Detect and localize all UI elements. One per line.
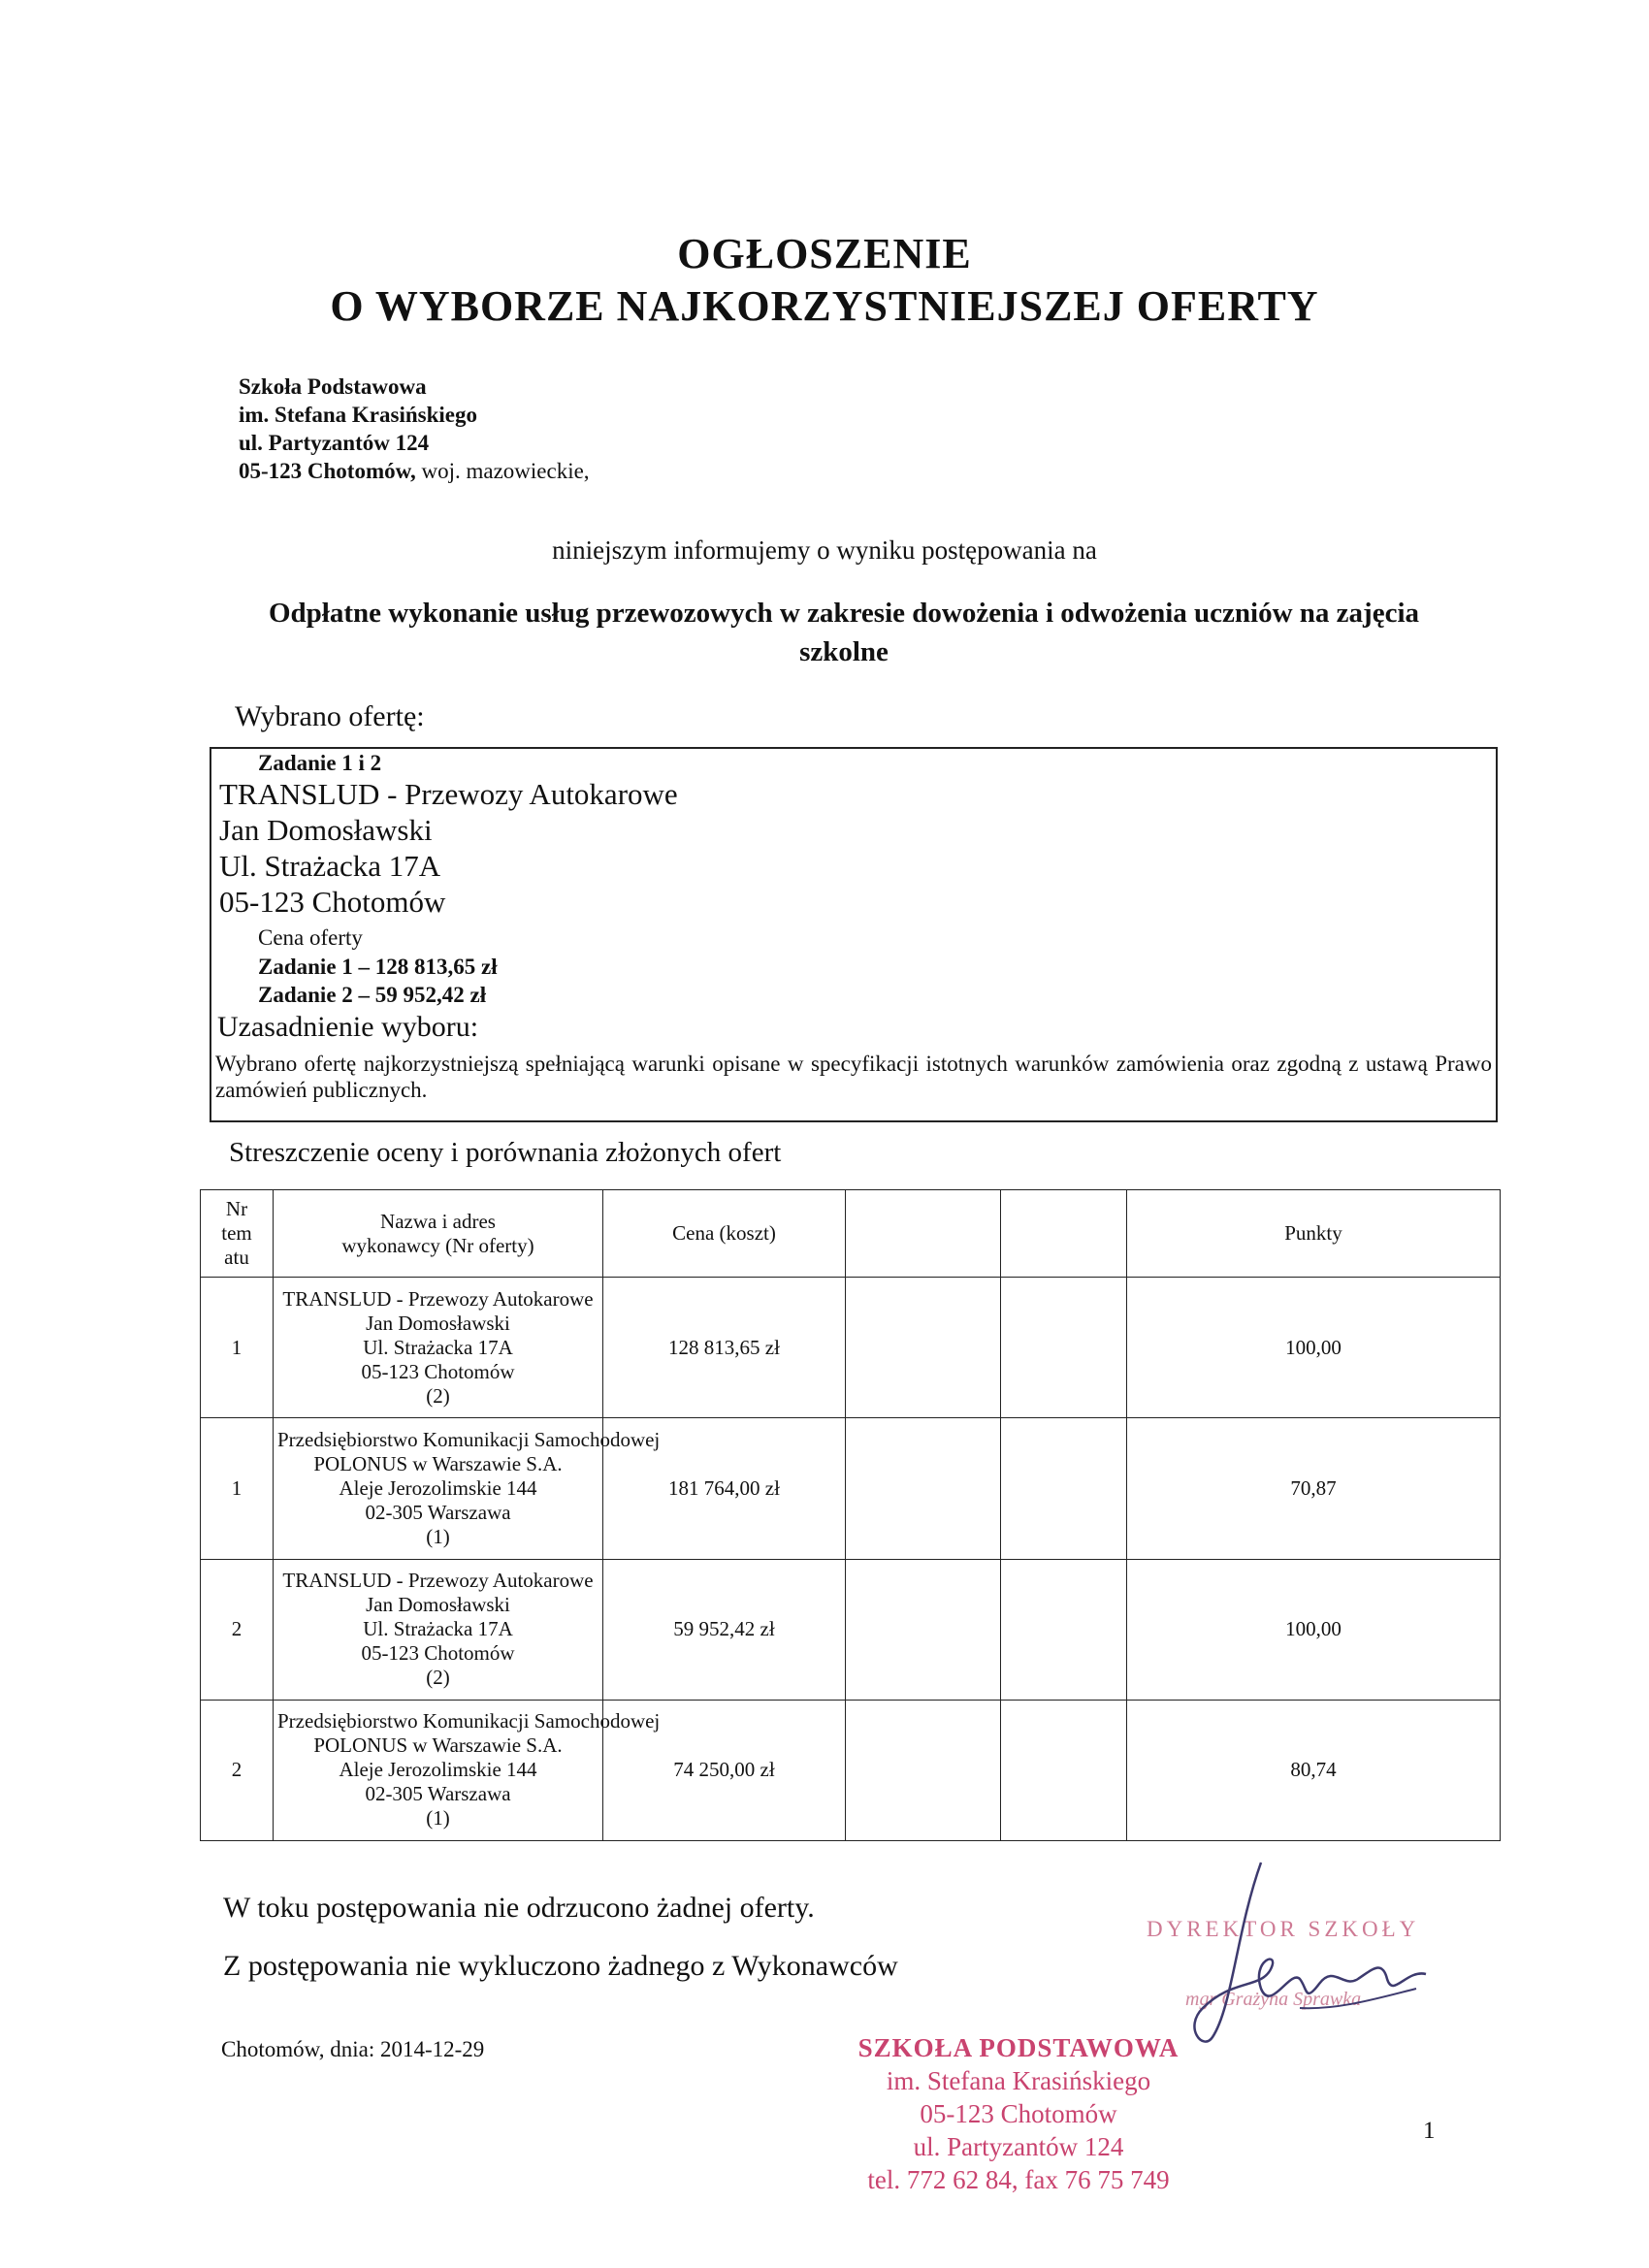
row-price: 128 813,65 zł (603, 1278, 846, 1418)
school-stamp-line-5: tel. 772 62 84, fax 76 75 749 (867, 2165, 1170, 2194)
contractor-address-line: 02-305 Warszawa (365, 1500, 511, 1524)
contractor-address-line: Jan Domosławski (366, 1593, 510, 1617)
row-points: 100,00 (1127, 1278, 1501, 1418)
header-price: Cena (koszt) (603, 1190, 846, 1278)
row-empty-4 (846, 1418, 1001, 1559)
summary-label: Streszczenie oceny i porównania złożonych ofert (229, 1137, 782, 1168)
row-empty-5 (1001, 1559, 1127, 1700)
table-row (201, 1278, 1501, 1418)
table-row (201, 1418, 1501, 1559)
contractor-address-line: POLONUS w Warszawie S.A. (313, 1451, 563, 1475)
price-task-2: Zadanie 2 – 59 952,42 zł (258, 983, 487, 1007)
procurement-subject: Odpłatne wykonanie usług przewozowych w zakresie dowożenia i odwożenia uczniów na zajęcia szkolne (268, 598, 1420, 667)
contractor-address-line: Ul. Strażacka 17A (363, 1617, 513, 1641)
intro-text: niniejszym informujemy o wyniku postępowania na (552, 535, 1097, 565)
chosen-task: Zadanie 1 i 2 (258, 751, 382, 775)
school-stamp-line-4: ul. Partyzantów 124 (913, 2132, 1124, 2161)
org-city: 05-123 Chotomów, (239, 459, 416, 483)
contractor-address-line: Aleje Jerozolimskie 144 (339, 1758, 537, 1782)
row-contractor-address (274, 1700, 661, 1840)
director-name-stamp: mgr Grażyna Sprawka (1185, 1989, 1362, 2010)
contractor-address-line: TRANSLUD - Przewozy Autokarowe (282, 1569, 594, 1593)
row-empty-4 (846, 1700, 1001, 1840)
contractor-address-line: (1) (426, 1806, 450, 1831)
row-contractor-address (274, 1278, 603, 1418)
director-stamp: DYREKTOR SZKOŁY (1147, 1917, 1420, 1941)
note-no-exclusions: Z postępowania nie wykluczono żadnego z Wykonawców (223, 1950, 898, 1982)
contractor-address-line: (1) (426, 1524, 450, 1548)
contractor-address-line: 05-123 Chotomów (361, 1359, 515, 1383)
row-nr: 1 (201, 1278, 274, 1418)
row-empty-5 (1001, 1700, 1127, 1840)
price-label: Cena oferty (258, 925, 363, 950)
row-points: 80,74 (1127, 1700, 1501, 1840)
school-stamp-line-2: im. Stefana Krasińskiego (886, 2066, 1151, 2095)
row-points: 100,00 (1127, 1559, 1501, 1700)
note-no-rejections: W toku postępowania nie odrzucono żadnej oferty. (223, 1892, 815, 1924)
title-line-2: O WYBORZE NAJKORZYSTNIEJSZEJ OFERTY (330, 282, 1319, 330)
contractor-address-line: TRANSLUD - Przewozy Autokarowe (282, 1286, 594, 1311)
row-empty-4 (846, 1278, 1001, 1418)
contractor-address-line: 02-305 Warszawa (365, 1782, 511, 1806)
justification-text: Wybrano ofertę najkorzystniejszą spełniającą warunki opisane w specyfikacji istotnych warunków zamówienia oraz zgodną z ustawą Prawo zamówień publicznych. (215, 1052, 1492, 1102)
contractor-address-line: (2) (426, 1383, 450, 1408)
row-nr: 2 (201, 1700, 274, 1840)
org-city-line (239, 457, 590, 485)
row-nr: 1 (201, 1418, 274, 1559)
contractor-address-line: Jan Domosławski (366, 1311, 510, 1335)
row-price: 59 952,42 zł (603, 1559, 846, 1700)
chosen-company-city: 05-123 Chotomów (219, 885, 446, 919)
row-points: 70,87 (1127, 1418, 1501, 1559)
header-name: Nazwa i adres wykonawcy (Nr oferty) (274, 1190, 603, 1278)
organization-address (239, 373, 590, 485)
chosen-company-name: TRANSLUD - Przewozy Autokarowe (219, 777, 678, 811)
row-empty-4 (846, 1559, 1001, 1700)
school-stamp (795, 2031, 1242, 2196)
row-price: 74 250,00 zł (603, 1700, 846, 1840)
org-voivodeship: woj. mazowieckie, (415, 459, 590, 483)
justification-label: Uzasadnienie wyboru: (217, 1011, 479, 1043)
header-points: Punkty (1127, 1190, 1501, 1278)
contractor-address-line: Przedsiębiorstwo Komunikacji Samochodowej (277, 1709, 661, 1733)
header-empty-4 (846, 1190, 1001, 1278)
org-street: ul. Partyzantów 124 (239, 431, 430, 455)
header-nr: Nr tem atu (201, 1190, 274, 1278)
price-task-1: Zadanie 1 – 128 813,65 zł (258, 955, 498, 979)
contractor-address-line: (2) (426, 1666, 450, 1690)
page-number: 1 (1423, 2118, 1436, 2144)
school-stamp-line-3: 05-123 Chotomów (920, 2099, 1117, 2128)
row-contractor-address (274, 1418, 661, 1559)
chosen-offer-box (210, 747, 1498, 1122)
school-stamp-line-1: SZKOŁA PODSTAWOWA (857, 2033, 1180, 2062)
org-name: Szkoła Podstawowa (239, 374, 427, 399)
table-row (201, 1700, 1501, 1840)
chosen-company-street: Ul. Strażacka 17A (219, 849, 441, 883)
chosen-offer-label: Wybrano ofertę: (235, 700, 425, 732)
row-price: 181 764,00 zł (603, 1418, 846, 1559)
title-line-1: OGŁOSZENIE (677, 230, 972, 277)
offers-table (200, 1189, 1501, 1841)
chosen-company-owner: Jan Domosławski (219, 813, 433, 847)
row-contractor-address (274, 1559, 603, 1700)
contractor-address-line: POLONUS w Warszawie S.A. (313, 1733, 563, 1758)
contractor-address-line: Ul. Strażacka 17A (363, 1335, 513, 1359)
table-header-row (201, 1190, 1501, 1278)
row-empty-5 (1001, 1278, 1127, 1418)
table-row (201, 1559, 1501, 1700)
row-nr: 2 (201, 1559, 274, 1700)
row-empty-5 (1001, 1418, 1127, 1559)
org-patron: im. Stefana Krasińskiego (239, 403, 477, 427)
place-date: Chotomów, dnia: 2014-12-29 (221, 2037, 485, 2061)
header-empty-5 (1001, 1190, 1127, 1278)
contractor-address-line: 05-123 Chotomów (361, 1641, 515, 1666)
contractor-address-line: Aleje Jerozolimskie 144 (339, 1475, 537, 1500)
contractor-address-line: Przedsiębiorstwo Komunikacji Samochodowej (277, 1427, 661, 1451)
